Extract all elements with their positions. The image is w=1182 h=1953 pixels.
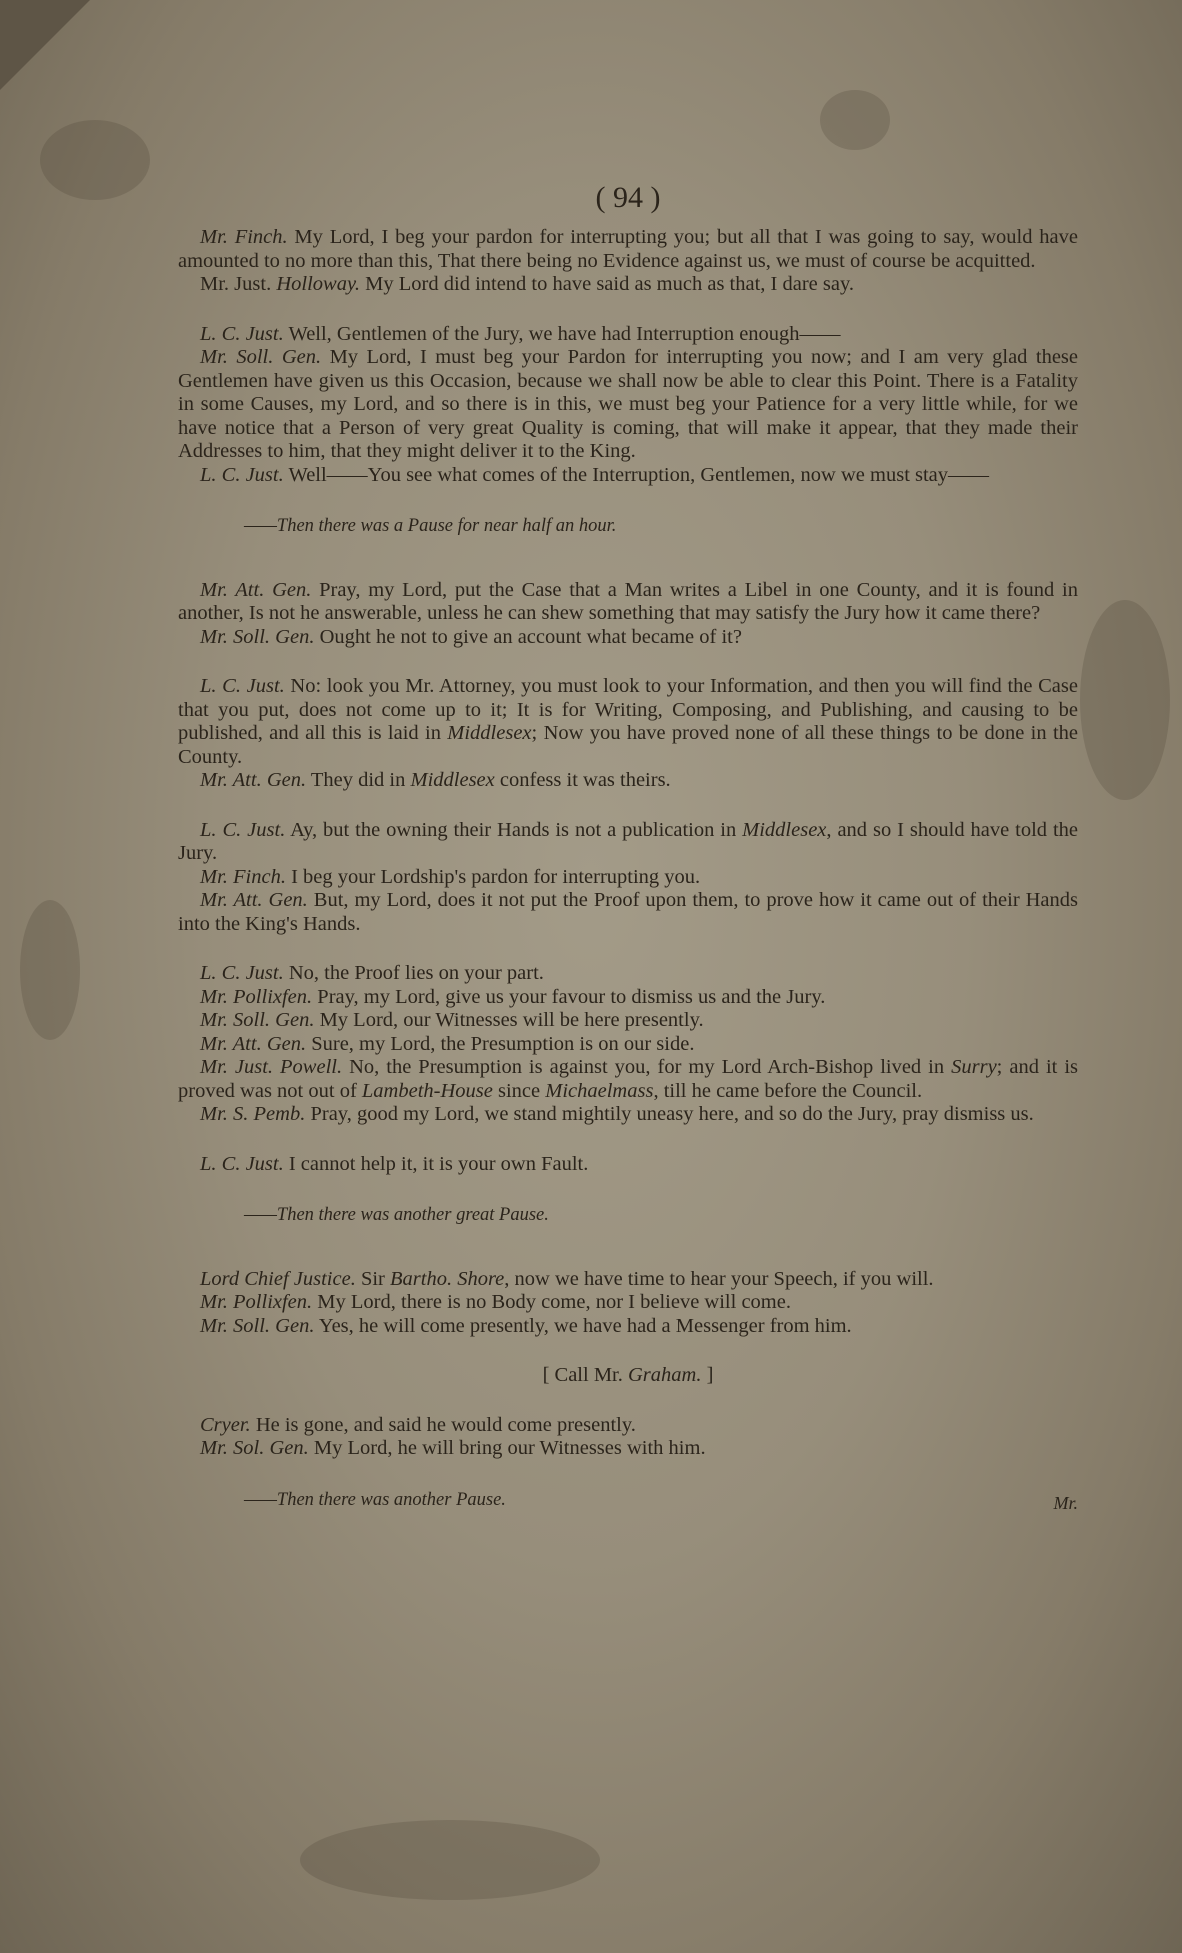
paragraph: [178, 1103, 1078, 1127]
paragraph: [178, 866, 1078, 890]
paragraph: [178, 1414, 1078, 1438]
speech: Pray, my Lord, give us your favour to dismiss us and the Jury.: [312, 985, 826, 1008]
paragraph: [178, 626, 1078, 650]
speech: But, my Lord, does it not put the Proof upon them, to prove how it came out of their Hands into the King's Hands.: [178, 889, 1078, 935]
speech: Sure, my Lord, the Presumption is on our side.: [306, 1032, 695, 1055]
speaker: Mr. S. Pemb.: [200, 1103, 306, 1125]
speaker: Mr. Soll. Gen.: [200, 1009, 315, 1031]
paragraph: [178, 346, 1078, 464]
speaker: Mr. Soll. Gen.: [200, 625, 315, 648]
stain: [1080, 600, 1170, 800]
paragraph: [178, 819, 1078, 866]
paragraph: [178, 1033, 1078, 1057]
stain: [820, 90, 890, 150]
paragraph: [178, 986, 1078, 1010]
speaker: Mr. Soll. Gen.: [200, 346, 322, 368]
page-text: [178, 178, 1078, 1516]
paragraph: [178, 464, 1078, 488]
speech: ; and it is proved was not out of: [178, 1056, 1078, 1102]
stain: [20, 900, 80, 1040]
speech: No, the Proof lies on your part.: [283, 962, 544, 984]
speech: ; Now you have proved none of all these things to be done in the County.: [178, 722, 1078, 768]
place-name: Surry: [951, 1056, 997, 1078]
paragraph: [178, 889, 1078, 936]
stain: [40, 120, 150, 200]
place-name: Middlesex: [742, 818, 827, 841]
speaker: L. C. Just.: [200, 962, 284, 984]
speaker: L. C. Just.: [200, 1152, 284, 1175]
paragraph: [178, 323, 1078, 347]
direction-text: [ Call Mr.: [542, 1364, 628, 1386]
bracketed-direction: [178, 1364, 1078, 1388]
speech: I cannot help it, it is your own Fault.: [283, 1152, 589, 1175]
stage-direction: ——Then there was another Pause.: [244, 1489, 506, 1510]
folded-corner: [0, 0, 90, 90]
speaker: Mr. Finch.: [200, 865, 286, 888]
person-name: Bartho. Shore: [390, 1267, 505, 1290]
speaker: Mr. Att. Gen.: [200, 1032, 307, 1055]
speech: I beg your Lordship's pardon for interrupting you.: [285, 865, 701, 888]
speaker: Mr. Att. Gen.: [200, 769, 307, 791]
speaker: L. C. Just.: [200, 675, 285, 697]
speaker: L. C. Just.: [200, 322, 284, 345]
paragraph: [178, 1315, 1078, 1339]
speech: since: [492, 1079, 546, 1102]
place-name: Middlesex: [447, 722, 532, 744]
speech: confess it was theirs.: [494, 769, 671, 791]
speech: , now we have time to hear your Speech, if you will.: [504, 1267, 934, 1290]
speaker: Mr. Soll. Gen.: [200, 1314, 315, 1337]
paragraph: [178, 1153, 1078, 1177]
speech: My Lord, I beg your pardon for interrupting you; but all that I was going to say, would have amounted to no more than this, That there being no Evidence against us, we must of course be acquitted.: [178, 226, 1078, 272]
paragraph: [178, 1268, 1078, 1292]
paragraph: [178, 769, 1078, 793]
paragraph: [178, 1009, 1078, 1033]
speaker: Lord Chief Justice.: [200, 1267, 356, 1290]
speech: They did in: [306, 769, 411, 791]
speech: Pray, my Lord, put the Case that a Man writes a Libel in one County, and it is found in another, Is not he answerable, unless he can shew something that may satisfy the Jury how it came there?: [178, 578, 1078, 624]
speaker: Mr. Just.: [200, 273, 277, 295]
speech: Ay, but the owning their Hands is not a publication in: [285, 818, 743, 841]
direction-text: ]: [701, 1364, 714, 1386]
person-name: Graham.: [628, 1364, 702, 1386]
speech: My Lord, I must beg your Pardon for interrupting you now; and I am very glad these Gentlemen have given us this Occasion, because we shall now be able to clear this Point. There is a Fatality in some Causes, my Lord, and so there is in this, we must beg your Patience for a very little while, for we have notice that a Person of very great Quality is coming, that will make it appear, that they made their Addresses to him, that they might deliver it to the King.: [178, 346, 1079, 462]
speech: My Lord, there is no Body come, nor I believe will come.: [312, 1291, 791, 1313]
speech: No, the Presumption is against you, for my Lord Arch-Bishop lived in: [342, 1056, 952, 1078]
speech: Pray, good my Lord, we stand mightily uneasy here, and so do the Jury, pray dismiss us.: [305, 1103, 1034, 1125]
paragraph: [178, 226, 1078, 273]
speech: Ought he not to give an account what became of it?: [314, 625, 742, 648]
speaker: Mr. Sol. Gen.: [200, 1437, 309, 1459]
place-name: Middlesex: [410, 769, 495, 791]
speaker: Mr. Just. Powell.: [200, 1056, 343, 1078]
speech: , till he came before the Council.: [653, 1079, 923, 1102]
speaker: Mr. Finch.: [200, 226, 288, 248]
speaker: Mr. Att. Gen.: [200, 889, 308, 911]
speech: Well——You see what comes of the Interruption, Gentlemen, now we must stay——: [283, 463, 990, 486]
paragraph: [178, 1437, 1078, 1461]
speech: Well, Gentlemen of the Jury, we have had Interruption enough——: [283, 322, 841, 345]
speaker: Cryer.: [200, 1413, 251, 1436]
catchword: Mr.: [1053, 1493, 1078, 1513]
stage-direction: ——Then there was a Pause for near half an hour.: [244, 516, 617, 536]
paragraph: [178, 1056, 1078, 1103]
speaker: L. C. Just.: [200, 818, 286, 841]
speaker: Mr. Pollixfen.: [200, 985, 313, 1008]
stage-direction: ——Then there was another great Pause.: [244, 1205, 549, 1225]
paragraph: [178, 579, 1078, 626]
speech: No: look you Mr. Attorney, you must look to your Information, and then you will find the Case that you put, does not come up to it; It is for Writing, Composing, and Publishing, and causing to be published, and all this is laid in: [178, 675, 1078, 744]
speech: My Lord did intend to have said as much as that, I dare say.: [360, 273, 855, 295]
speech: He is gone, and said he would come presently.: [250, 1413, 636, 1436]
speech: , and so I should have told the Jury.: [178, 818, 1078, 864]
speech: Yes, he will come presently, we have had a Messenger from him.: [314, 1314, 852, 1337]
place-name: Michaelmass: [545, 1079, 654, 1102]
speaker: L. C. Just.: [200, 463, 284, 486]
place-name: Lambeth-House: [361, 1079, 493, 1102]
paragraph: [178, 675, 1078, 769]
page-number: ( 94 ): [595, 181, 661, 214]
speaker: Mr. Att. Gen.: [200, 578, 312, 601]
speaker: Mr. Pollixfen.: [200, 1291, 313, 1313]
stain: [300, 1820, 600, 1900]
speaker-name: Holloway.: [276, 273, 361, 295]
speech: My Lord, our Witnesses will be here presently.: [314, 1009, 704, 1031]
speech: Sir: [355, 1267, 391, 1290]
paragraph: [178, 273, 1078, 297]
paragraph: [178, 962, 1078, 986]
paragraph: [178, 1291, 1078, 1315]
speech: My Lord, he will bring our Witnesses with him.: [308, 1437, 706, 1459]
